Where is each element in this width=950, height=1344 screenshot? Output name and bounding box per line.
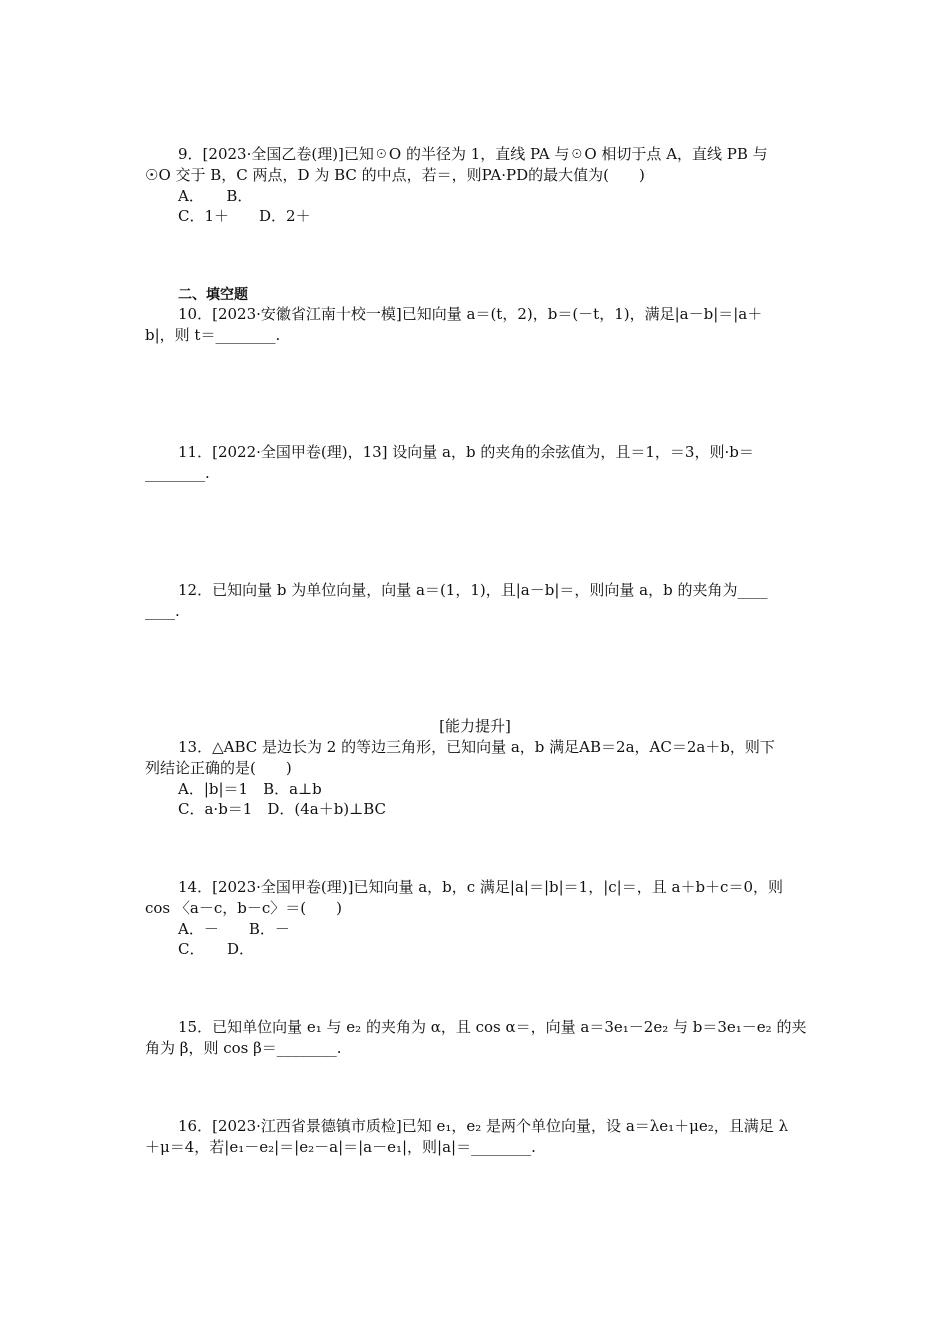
section-ability-title: [能力提升] [439, 717, 511, 735]
q13-options-ab: A．|b|＝1 B．a⊥b [178, 780, 322, 798]
q11-line2: ________. [145, 464, 210, 482]
q9-options-cd: C．1＋ D．2＋ [178, 207, 311, 225]
q9-line2: ☉O 交于 B，C 两点，D 为 BC 的中点，若＝，则PA·PD的最大值为( ) [145, 166, 645, 184]
q10-line1: 10．[2023·安徽省江南十校一模]已知向量 a＝(t，2)，b＝(－t，1)，满足|a－b|＝|a＋ [178, 305, 763, 323]
q9-options-ab: A． B． [178, 187, 253, 205]
section-fill-in-title: 二、填空题 [178, 287, 248, 303]
q13-options-cd: C．a·b＝1 D．(4a＋b)⊥BC [178, 800, 387, 818]
q12-line2: ____. [145, 602, 180, 620]
q12-line1: 12．已知向量 b 为单位向量，向量 a＝(1，1)，且|a－b|＝，则向量 a，b 的夹角为____ [178, 581, 768, 599]
q15-line2: 角为 β，则 cos β＝________. [145, 1039, 342, 1057]
q14-line2: cos 〈a－c，b－c〉＝( ) [145, 899, 342, 917]
q10-line2: b|，则 t＝________. [145, 326, 281, 344]
q14-line1: 14．[2023·全国甲卷(理)]已知向量 a，b，c 满足|a|＝|b|＝1，|c|＝，且 a＋b＋c＝0，则 [178, 878, 783, 896]
q16-line2: ＋μ＝4，若|e₁－e₂|＝|e₂－a|＝|a－e₁|，则|a|＝________. [145, 1138, 536, 1156]
q11-line1: 11．[2022·全国甲卷(理)，13] 设向量 a，b 的夹角的余弦值为，且＝1，＝3，则·b＝ [178, 443, 754, 461]
q16-line1: 16．[2023·江西省景德镇市质检]已知 e₁，e₂ 是两个单位向量，设 a＝λe₁＋μe₂，且满足 λ [178, 1117, 789, 1135]
q15-line1: 15．已知单位向量 e₁ 与 e₂ 的夹角为 α，且 cos α＝，向量 a＝3e₁－2e₂ 与 b＝3e₁－e₂ 的夹 [178, 1018, 807, 1036]
q14-options-ab: A．－ B．－ [178, 920, 290, 938]
q9-line1: 9．[2023·全国乙卷(理)]已知☉O 的半径为 1，直线 PA 与☉O 相切于点 A，直线 PB 与 [178, 145, 768, 163]
q13-line2: 列结论正确的是( ) [145, 759, 292, 777]
q13-line1: 13．△ABC 是边长为 2 的等边三角形，已知向量 a，b 满足AB＝2a，AC＝2a＋b，则下 [178, 738, 775, 756]
q14-options-cd: C． D． [178, 940, 255, 958]
